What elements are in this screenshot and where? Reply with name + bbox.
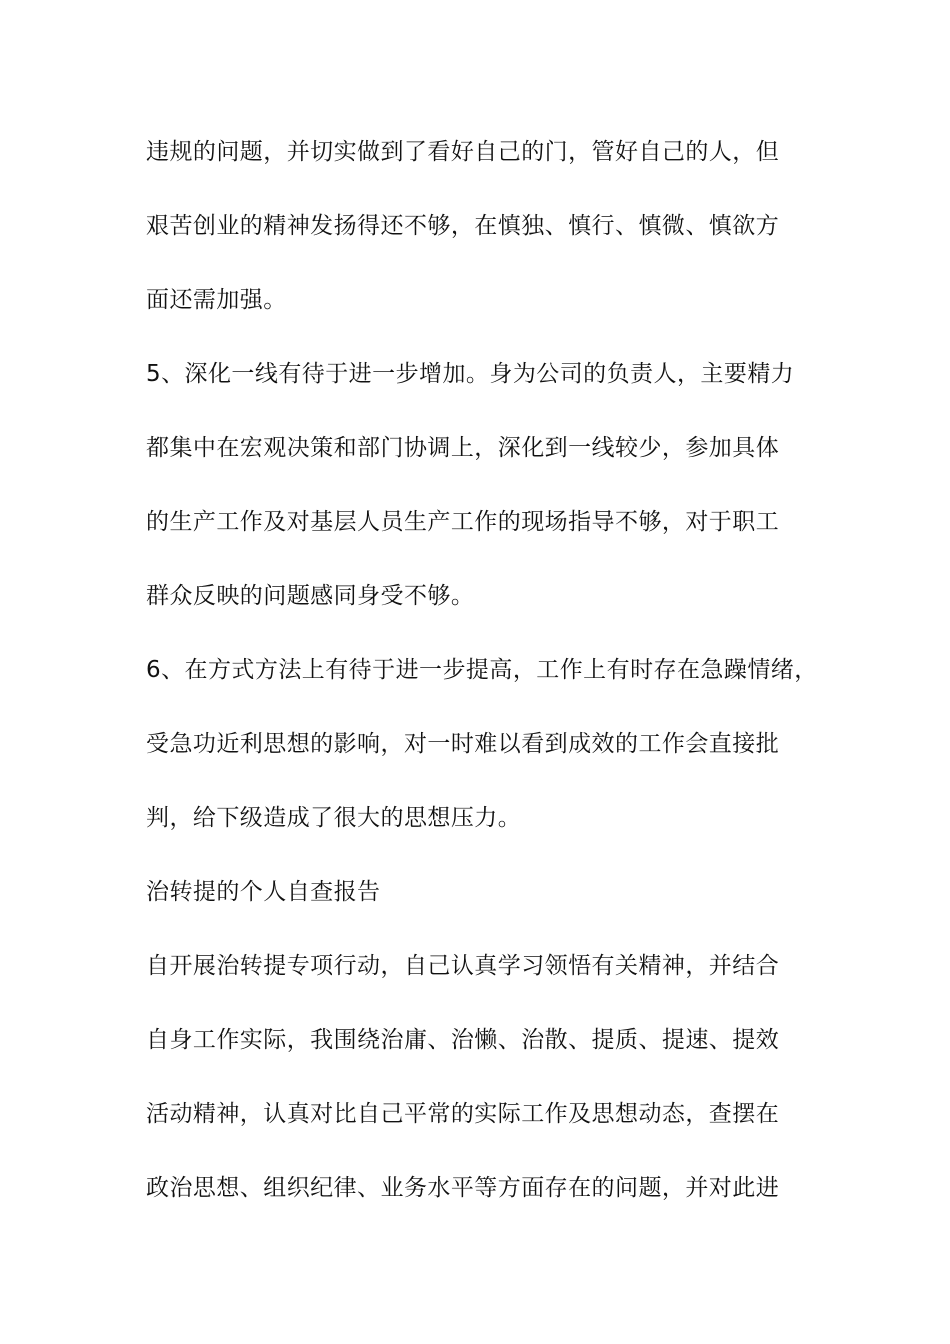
text-line: 受急功近利思想的影响，对一时难以看到成效的工作会直接批 [146, 731, 780, 757]
text-line: 5、深化一线有待于进一步增加。身为公司的负责人，主要精力 [146, 361, 795, 387]
text-line: 都集中在宏观决策和部门协调上，深化到一线较少，参加具体 [146, 435, 780, 461]
text-line: 活动精神，认真对比自己平常的实际工作及思想动态，查摆在 [146, 1101, 780, 1127]
text-line: 违规的问题，并切实做到了看好自己的门，管好自己的人，但 [146, 139, 780, 165]
text-line: 判，给下级造成了很大的思想压力。 [146, 805, 522, 831]
text-line: 自身工作实际，我围绕治庸、治懒、治散、提质、提速、提效 [146, 1027, 780, 1053]
text-line: 自开展治转提专项行动，自己认真学习领悟有关精神，并结合 [146, 953, 780, 979]
section-heading: 治转提的个人自查报告 [146, 879, 381, 905]
text-line: 6、在方式方法上有待于进一步提高，工作上有时存在急躁情绪， [146, 657, 818, 683]
text-line: 政治思想、组织纪律、业务水平等方面存在的问题，并对此进 [146, 1175, 780, 1201]
text-line: 面还需加强。 [146, 287, 287, 313]
text-line: 艰苦创业的精神发扬得还不够，在慎独、慎行、慎微、慎欲方 [146, 213, 780, 239]
text-line: 的生产工作及对基层人员生产工作的现场指导不够，对于职工 [146, 509, 780, 535]
text-line: 群众反映的问题感同身受不够。 [146, 583, 475, 609]
